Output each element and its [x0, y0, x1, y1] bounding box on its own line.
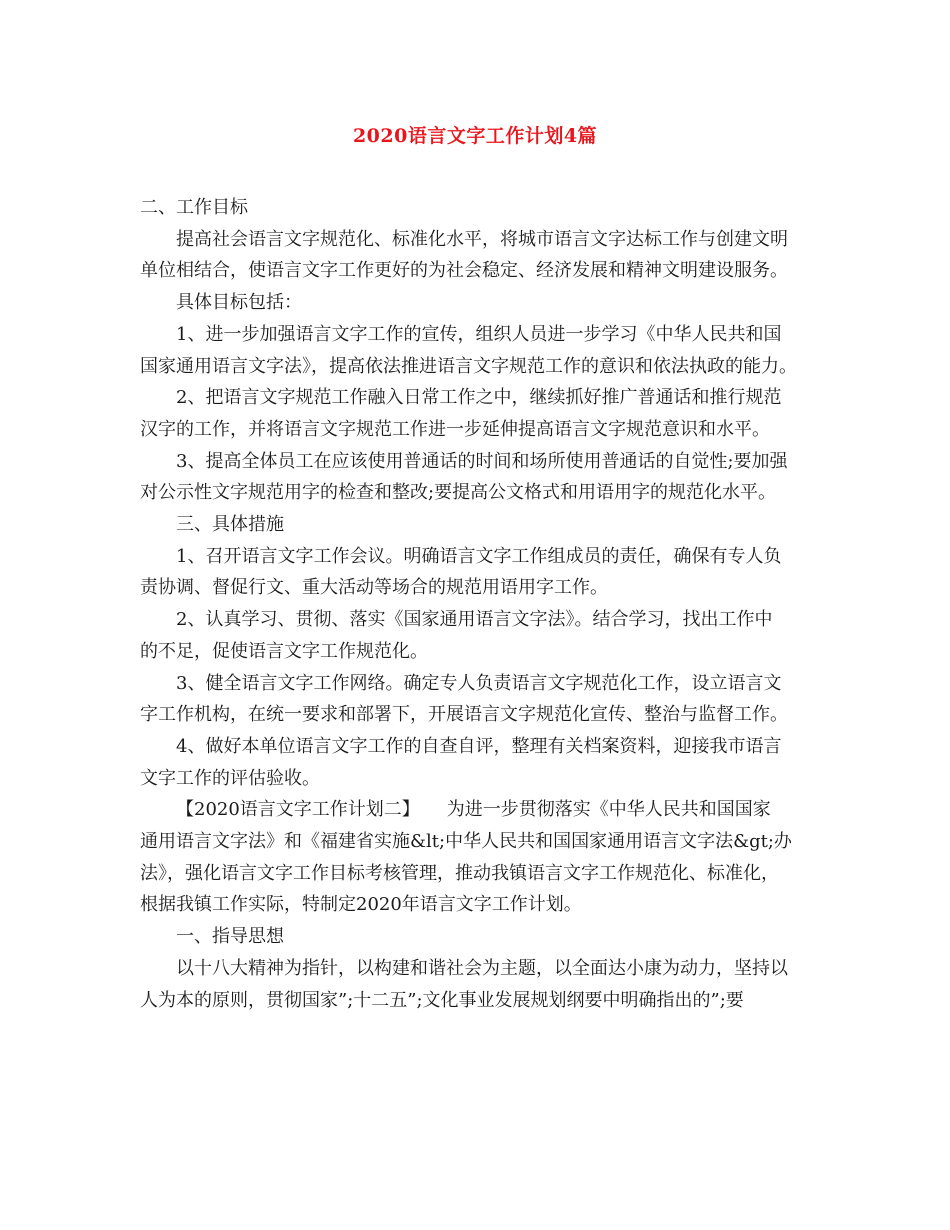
document-body	[140, 192, 816, 1016]
paragraph-line: 责协调、督促行文、重大活动等场合的规范用语用字工作。	[140, 577, 608, 599]
paragraph-line: 国家通用语言文字法》，提高依法推进语言文字规范工作的意识和依法执政的能力。	[140, 355, 797, 377]
paragraph-line: 【2020语言文字工作计划二】 为进一步贯彻落实《中华人民共和国国家	[176, 799, 771, 821]
paragraph-line: 法》，强化语言文字工作目标考核管理，推动我镇语言文字工作规范化、标准化，	[140, 862, 779, 884]
paragraph-line: 2、认真学习、贯彻、落实《国家通用语言文字法》。结合学习，找出工作中	[176, 609, 773, 631]
paragraph-line: 提高社会语言文字规范化、标准化水平，将城市语言文字达标工作与创建文明	[176, 228, 788, 250]
paragraph-line: 对公示性文字规范用字的检查和整改;要提高公文格式和用语用字的规范化水平。	[140, 482, 777, 504]
paragraph-line: 2、把语言文字规范工作融入日常工作之中，继续抓好推广普通话和推行规范	[176, 387, 782, 409]
paragraph-line: 根据我镇工作实际，特制定2020年语言文字工作计划。	[140, 894, 582, 916]
paragraph-line: 4、做好本单位语言文字工作的自查自评，整理有关档案资料，迎接我市语言	[176, 735, 782, 757]
document-title: 2020语言文字工作计划4篇	[352, 125, 598, 147]
paragraph-line: 1、召开语言文字工作会议。明确语言文字工作组成员的责任，确保有专人负	[176, 545, 782, 567]
paragraph-line: 1、进一步加强语言文字工作的宣传，组织人员进一步学习《中华人民共和国	[176, 323, 782, 345]
paragraph-line: 单位相结合，使语言文字工作更好的为社会稳定、经济发展和精神文明建设服务。	[140, 260, 788, 282]
paragraph-line: 3、健全语言文字工作网络。确定专人负责语言文字规范化工作，设立语言文	[176, 672, 782, 694]
paragraph-line: 3、提高全体员工在应该使用普通话的时间和场所使用普通话的自觉性;要加强	[176, 450, 788, 472]
paragraph-line: 的不足，促使语言文字工作规范化。	[140, 640, 428, 662]
paragraph-line: 以十八大精神为指针，以构建和谐社会为主题，以全面达小康为动力，坚持以	[176, 957, 788, 979]
paragraph-line: 人为本的原则，贯彻国家”;十二五”;文化事业发展规划纲要中明确指出的”;要	[140, 989, 744, 1011]
paragraph-line: 文字工作的评估验收。	[140, 767, 320, 789]
section-heading: 二、工作目标	[140, 197, 248, 218]
paragraph-line: 字工作机构，在统一要求和部署下，开展语言文字规范化宣传、整治与监督工作。	[140, 704, 788, 726]
paragraph-line: 具体目标包括：	[176, 292, 302, 314]
paragraph-line: 汉字的工作，并将语言文字规范工作进一步延伸提高语言文字规范意识和水平。	[140, 418, 770, 440]
section-heading: 一、指导思想	[176, 926, 284, 948]
section-heading: 三、具体措施	[176, 514, 284, 536]
paragraph-line: 通用语言文字法》和《福建省实施&lt;中华人民共和国国家通用语言文字法&gt;办	[140, 831, 792, 853]
